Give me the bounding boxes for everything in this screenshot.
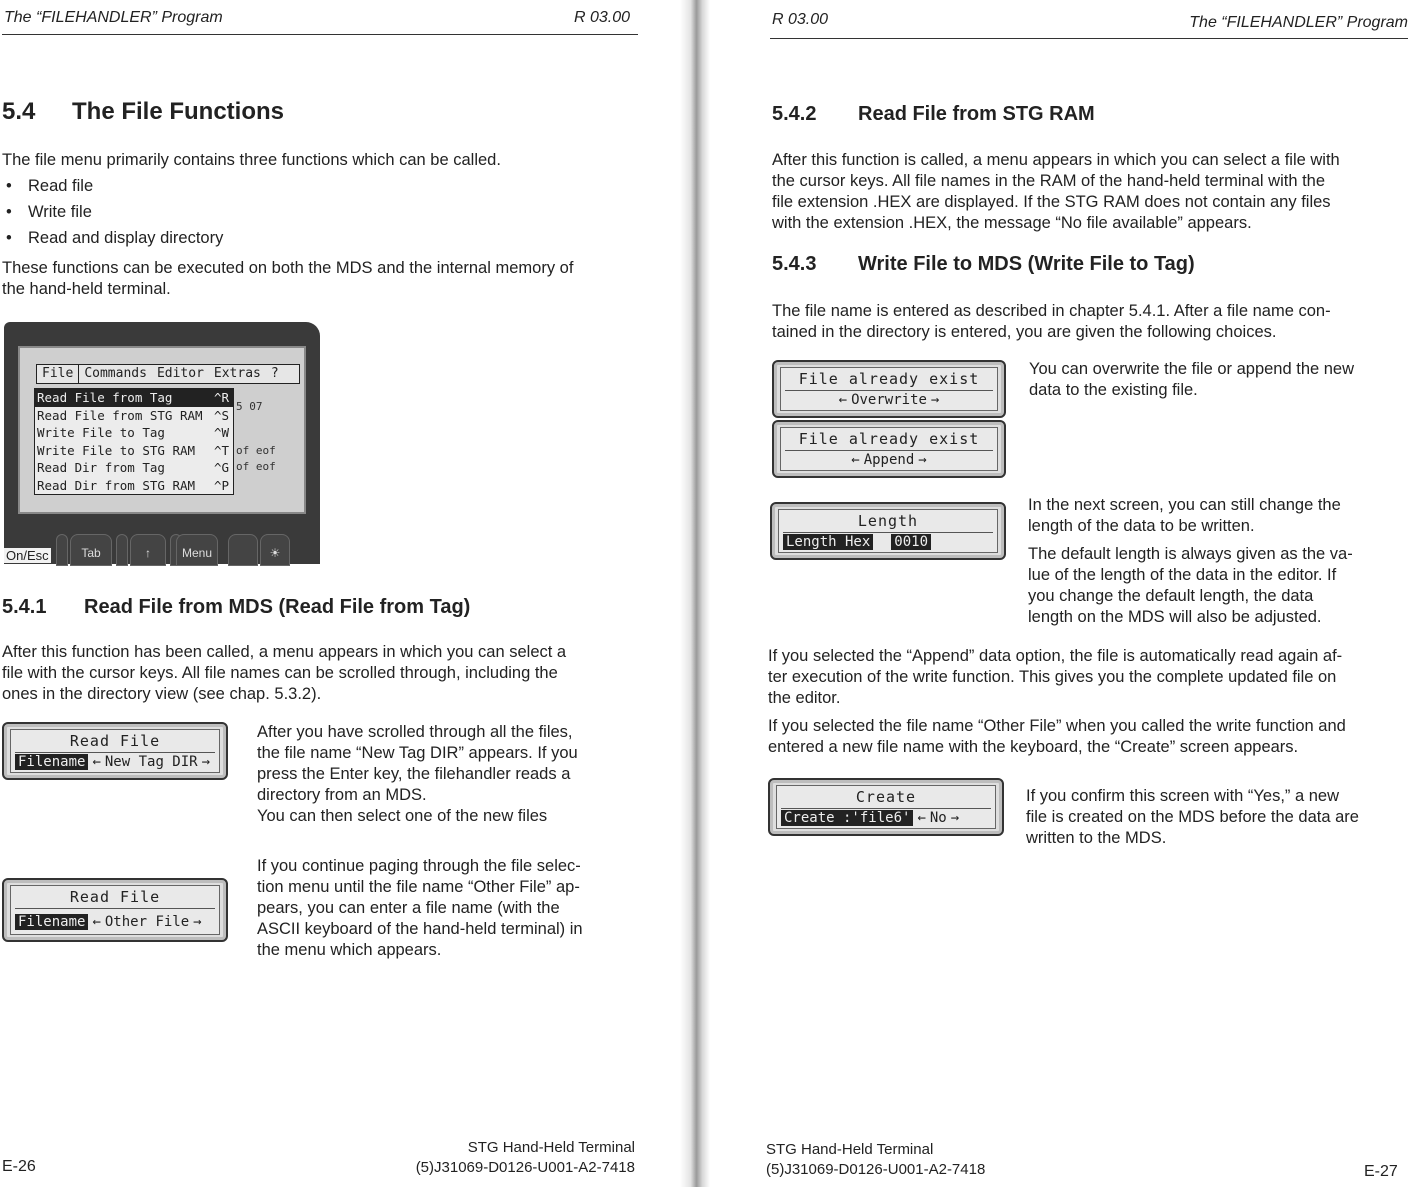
menu-item-label: Read File from STG RAM <box>37 407 203 423</box>
menu-item-label: Read Dir from Tag <box>37 460 165 475</box>
paragraph-line: You can then select one of the new files <box>257 807 548 825</box>
paragraph <box>768 716 1408 758</box>
key[interactable] <box>116 534 128 566</box>
left-page <box>0 0 690 1187</box>
footer <box>766 1140 985 1180</box>
footer-line: STG Hand-Held Terminal <box>467 1139 635 1156</box>
paragraph-line: ASCII keyboard of the hand-held terminal) in <box>257 920 583 938</box>
arrow-left-icon: ← <box>838 392 848 408</box>
paragraph-line: the hand-held terminal. <box>2 280 171 298</box>
footer-line: STG Hand-Held Terminal <box>766 1141 934 1158</box>
lcd-field-label: Filename <box>15 914 88 930</box>
paragraph-line: written to the MDS. <box>1026 829 1167 847</box>
paragraph-line: You can overwrite the file or append the new <box>1029 360 1355 378</box>
header-revision: R 03.00 <box>772 11 829 28</box>
header-rule <box>770 38 1408 39</box>
subsection-heading <box>772 253 1195 276</box>
header-rule <box>2 34 638 35</box>
section-number: 5.4 <box>2 98 36 125</box>
header-revision: R 03.00 <box>574 9 631 26</box>
paragraph-line: After this function has been called, a menu appears in which you can select a <box>2 643 567 661</box>
keypad <box>4 528 320 564</box>
key-menu[interactable] <box>176 534 218 566</box>
paragraph-line: the menu which appears. <box>257 941 442 959</box>
arrow-left-icon: ← <box>92 754 101 770</box>
paragraph-line: the cursor keys. All file names in the RAM of the hand-held terminal with the <box>772 172 1326 190</box>
paragraph-line: After this function is called, a menu appears in which you can select a file with <box>772 151 1340 169</box>
arrow-right-icon: → <box>930 392 940 408</box>
create-option[interactable]: Create :'file6' <box>781 810 913 826</box>
key[interactable] <box>56 534 68 566</box>
menu-item-read-file-from-stg-ram[interactable] <box>35 407 233 425</box>
paragraph-line: file with the cursor keys. All file names can be scrolled through, including the <box>2 664 558 682</box>
lcd-length-hex <box>770 502 1006 560</box>
no-option[interactable]: No <box>929 810 947 826</box>
shortcut-label: ^R <box>213 390 229 405</box>
lcd-field-value[interactable]: New Tag DIR <box>104 754 198 770</box>
lcd-field-value[interactable]: Other File <box>104 914 190 930</box>
key-label: Menu <box>181 546 213 560</box>
section-heading <box>2 98 284 126</box>
lcd-field-label: Length Hex <box>783 534 873 550</box>
header-title: The “FILEHANDLER” Program <box>4 9 223 26</box>
key-label: Tab <box>81 546 101 560</box>
menu-item-label: Write File to Tag <box>37 425 165 440</box>
paragraph-line: If you confirm this screen with “Yes,” a new <box>1026 787 1340 805</box>
terminal-device-photo <box>4 322 320 564</box>
paragraph-line: lue of the length of the data in the editor. If <box>1028 566 1337 584</box>
lcd-file-exists-append <box>772 420 1006 478</box>
paragraph-line: If you selected the “Append” data option, the file is automatically read again af- <box>768 647 1343 665</box>
paragraph <box>1026 786 1406 849</box>
footer <box>380 1138 635 1178</box>
header-title: The “FILEHANDLER” Program <box>1189 14 1408 31</box>
menu-bar <box>36 364 300 384</box>
subsection-number: 5.4.2 <box>772 103 817 125</box>
menu-commands[interactable]: Commands <box>84 366 147 381</box>
subsection-number: 5.4.1 <box>2 596 47 618</box>
paragraph-line: the editor. <box>768 689 841 707</box>
paragraph-line: length on the MDS will also be adjusted. <box>1028 608 1322 626</box>
section-title: The File Functions <box>72 98 285 125</box>
shortcut-label: ^W <box>213 425 229 440</box>
paragraph-line: the file name “New Tag DIR” appears. If you <box>257 744 578 762</box>
paragraph-line: tion menu until the file name “Other File” ap- <box>257 878 580 896</box>
subsection-title: Read File from MDS (Read File from Tag) <box>84 596 471 618</box>
right-page <box>700 0 1410 1187</box>
paragraph-line: These functions can be executed on both the MDS and the internal memory of <box>2 259 574 277</box>
length-hex-input[interactable]: 0010 <box>891 534 931 550</box>
append-option[interactable]: Append <box>863 452 915 468</box>
paragraph-line: data to the existing file. <box>1029 381 1198 399</box>
arrow-up-icon[interactable]: ↑ <box>130 534 166 566</box>
subsection-title: Read File from STG RAM <box>858 103 1095 125</box>
arrow-left-icon: ← <box>851 452 860 468</box>
lcd-title: File already exist <box>798 430 980 448</box>
file-dropdown-menu <box>34 388 234 495</box>
subsection-number: 5.4.3 <box>772 253 817 275</box>
key[interactable] <box>228 534 258 566</box>
paragraph <box>2 642 662 705</box>
paragraph-line: press the Enter key, the filehandler reads a <box>257 765 571 783</box>
menu-editor[interactable]: Editor <box>156 366 204 381</box>
shortcut-label: ^P <box>213 477 229 493</box>
footer-line: (5)J31069-D0126-U001-A2-7418 <box>766 1161 986 1178</box>
paragraph-line: In the next screen, you can still change the <box>1028 496 1341 514</box>
menu-item-label: Read File from Tag <box>37 390 173 405</box>
paragraph-line: with the extension .HEX, the message “No file available” appears. <box>772 214 1252 232</box>
paragraph <box>257 856 657 961</box>
subsection-title: Write File to MDS (Write File to Tag) <box>858 253 1195 275</box>
intro-paragraph: The file menu primarily contains three functions which can be called. <box>2 151 501 169</box>
menu-file[interactable]: File <box>37 365 79 383</box>
lcd-file-exists-overwrite <box>772 360 1006 418</box>
list-item: • Read file <box>2 173 223 199</box>
paragraph-line: file is created on the MDS before the data are <box>1026 808 1359 826</box>
menu-item-write-file-to-tag[interactable] <box>35 424 233 442</box>
lcd-title: File already exist <box>798 370 980 388</box>
paragraph <box>257 722 657 827</box>
paragraph-line: tained in the directory is entered, you are given the following choices. <box>772 323 1277 341</box>
page-number: E-27 <box>1364 1163 1398 1180</box>
shortcut-label: ^G <box>213 460 229 475</box>
arrow-right-icon: → <box>950 810 960 826</box>
menu-item-label: Write File to STG RAM <box>37 442 196 458</box>
shortcut-label: ^S <box>213 407 229 423</box>
key-tab[interactable] <box>70 534 112 566</box>
arrow-right-icon: → <box>193 914 202 930</box>
paragraph-line: ones in the directory view (see chap. 5.3.2). <box>2 685 322 703</box>
key-on-esc[interactable]: On/Esc <box>6 548 49 563</box>
subsection-heading <box>2 596 470 619</box>
background-text: 5 07 <box>236 400 263 413</box>
menu-item-label: Read Dir from STG RAM <box>37 477 196 493</box>
overwrite-option[interactable]: Overwrite <box>851 392 927 408</box>
list-item: • Write file <box>2 199 223 225</box>
paragraph-line: The default length is always given as the va- <box>1028 545 1353 563</box>
paragraph <box>772 150 1408 234</box>
subsection-heading <box>772 103 1095 126</box>
lcd-title: Read File <box>69 888 161 906</box>
paragraph <box>1029 359 1409 401</box>
paragraph-line: directory from an MDS. <box>257 786 427 804</box>
lcd-read-file-new-tag-dir <box>2 722 228 780</box>
page-number: E-26 <box>2 1158 36 1175</box>
paragraph <box>1028 544 1408 628</box>
paragraph-line: entered a new file name with the keyboard, the “Create” screen appears. <box>768 738 1299 756</box>
function-list <box>2 173 223 251</box>
menu-item-read-dir-from-stg-ram[interactable] <box>35 477 233 495</box>
arrow-left-icon: ← <box>917 810 926 826</box>
lcd-title: Read File <box>69 732 161 750</box>
arrow-right-icon: → <box>201 754 211 770</box>
paragraph-line: file extension .HEX are displayed. If the STG RAM does not contain any files <box>772 193 1331 211</box>
paragraph <box>1028 495 1408 537</box>
arrow-right-icon: → <box>918 452 927 468</box>
background-text: of eof <box>236 444 276 457</box>
paragraph-line: If you continue paging through the file selec- <box>257 857 581 875</box>
footer-line: (5)J31069-D0126-U001-A2-7418 <box>415 1159 635 1176</box>
paragraph <box>2 258 662 300</box>
paragraph-line: ter execution of the write function. This gives you the complete updated file on <box>768 668 1337 686</box>
shortcut-label: ^T <box>213 442 229 458</box>
menu-help[interactable]: ? <box>270 366 279 381</box>
paragraph-line: If you selected the file name “Other File” when you called the write function and <box>768 717 1346 735</box>
paragraph-line: length of the data to be written. <box>1028 517 1255 535</box>
menu-item-write-file-to-stg-ram[interactable] <box>35 442 233 460</box>
lcd-title: Create <box>855 788 917 806</box>
lcd-title: Length <box>857 512 919 530</box>
menu-item-read-file-from-tag[interactable] <box>35 389 233 407</box>
paragraph-line: you change the default length, the data <box>1028 587 1314 605</box>
background-text: of eof <box>236 460 276 473</box>
arrow-left-icon: ← <box>92 914 101 930</box>
list-item: • Read and display directory <box>2 225 223 251</box>
terminal-screen <box>18 346 306 514</box>
paragraph-line: After you have scrolled through all the files, <box>257 723 573 741</box>
lcd-read-file-other-file <box>2 878 228 942</box>
paragraph <box>772 301 1408 343</box>
backlight-icon[interactable]: ☀ <box>260 534 290 566</box>
menu-item-read-dir-from-tag[interactable] <box>35 459 233 477</box>
paragraph-line: pears, you can enter a file name (with the <box>257 899 560 917</box>
menu-extras[interactable]: Extras <box>213 366 261 381</box>
lcd-create-file <box>768 778 1004 836</box>
lcd-field-label: Filename <box>15 754 88 770</box>
paragraph <box>768 646 1408 709</box>
paragraph-line: The file name is entered as described in chapter 5.4.1. After a file name con- <box>772 302 1331 320</box>
